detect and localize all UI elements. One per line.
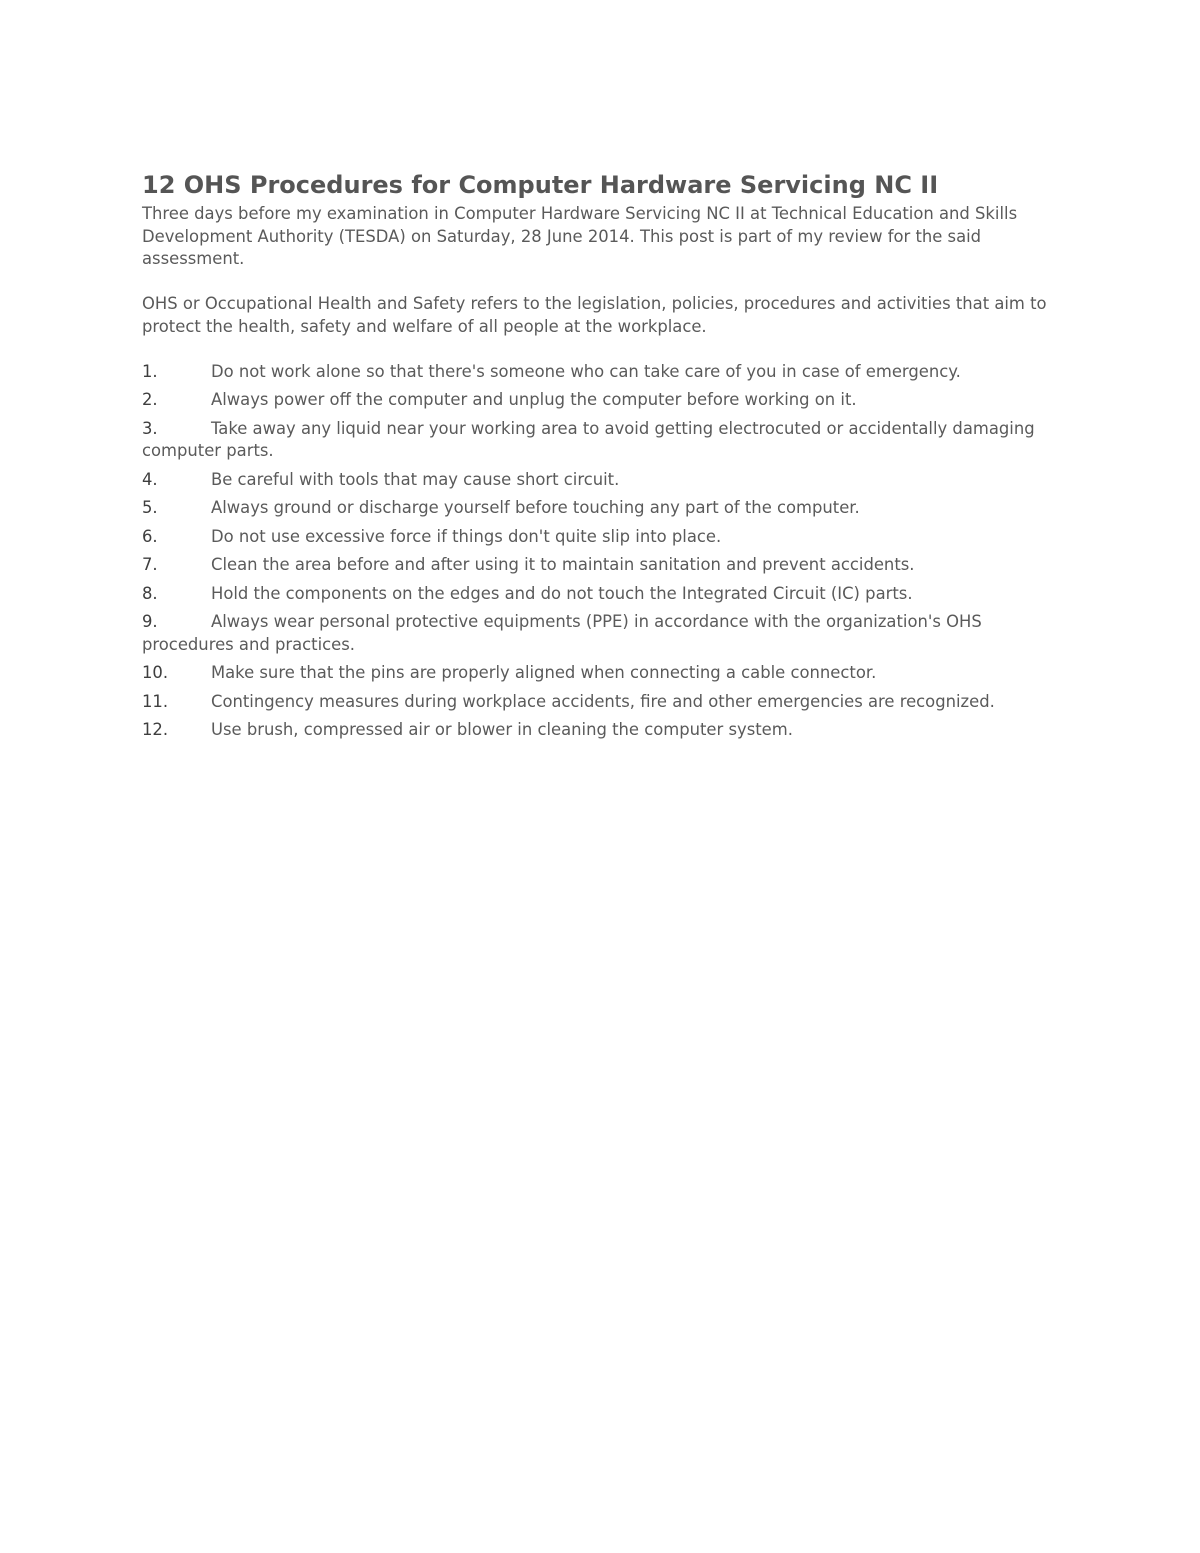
list-item-text: Always power off the computer and unplug the computer before working on it.: [211, 390, 857, 409]
list-item-number: 3.: [142, 418, 158, 438]
list-item-text: Take away any liquid near your working area to avoid getting electrocuted or accidentally damaging computer parts.: [142, 418, 1035, 460]
list-item: [142, 554, 1072, 577]
list-item-number: 4.: [142, 469, 158, 489]
list-item: [142, 526, 1072, 549]
list-item-text: Always ground or discharge yourself before touching any part of the computer.: [211, 498, 860, 517]
page-title: 12 OHS Procedures for Computer Hardware Servicing NC II: [142, 171, 939, 199]
list-item-text: Always wear personal protective equipments (PPE) in accordance with the organization's OHS procedures and practices.: [142, 612, 982, 654]
list-item-text: Use brush, compressed air or blower in cleaning the computer system.: [211, 720, 793, 739]
list-item-number: 7.: [142, 555, 158, 574]
list-item: [142, 418, 1072, 463]
list-item: [142, 497, 1072, 520]
list-item-number: 6.: [142, 526, 158, 546]
list-item: [142, 691, 1072, 714]
list-item-number: 5.: [142, 498, 158, 517]
intro-paragraph: Three days before my examination in Computer Hardware Servicing NC II at Technical Education and Skills Development Authority (TESDA) on Saturday, 28 June 2014. This post is part of my review for the said assessment.: [142, 204, 1018, 268]
list-item-number: 2.: [142, 390, 158, 409]
ohs-procedures-list: [142, 361, 1072, 742]
list-item-text: Clean the area before and after using it to maintain sanitation and prevent accidents.: [211, 555, 915, 574]
list-item-text: Do not work alone so that there's someone who can take care of you in case of emergency.: [211, 361, 961, 381]
list-item: [142, 583, 1072, 606]
list-item: [142, 611, 1072, 656]
definition-paragraph: OHS or Occupational Health and Safety refers to the legislation, policies, procedures and activities that aim to protect the health, safety and welfare of all people at the workplace.: [142, 294, 1047, 336]
list-item-text: Contingency measures during workplace accidents, fire and other emergencies are recognized.: [211, 691, 995, 711]
list-item-number: 12.: [142, 720, 169, 739]
list-item-text: Hold the components on the edges and do not touch the Integrated Circuit (IC) parts.: [211, 583, 913, 603]
list-item-number: 8.: [142, 583, 158, 603]
list-item-number: 10.: [142, 663, 169, 682]
document-content: [142, 168, 1072, 748]
list-item-number: 9.: [142, 612, 158, 631]
list-item-number: 1.: [142, 361, 158, 381]
list-item-text: Do not use excessive force if things don't quite slip into place.: [211, 526, 722, 546]
list-item: [142, 389, 1072, 412]
list-item: [142, 662, 1072, 685]
list-item: [142, 361, 1072, 384]
list-item-number: 11.: [142, 691, 169, 711]
list-item-text: Make sure that the pins are properly aligned when connecting a cable connector.: [211, 663, 877, 682]
list-item: [142, 469, 1072, 492]
list-item: [142, 719, 1072, 742]
list-item-text: Be careful with tools that may cause short circuit.: [211, 469, 620, 489]
